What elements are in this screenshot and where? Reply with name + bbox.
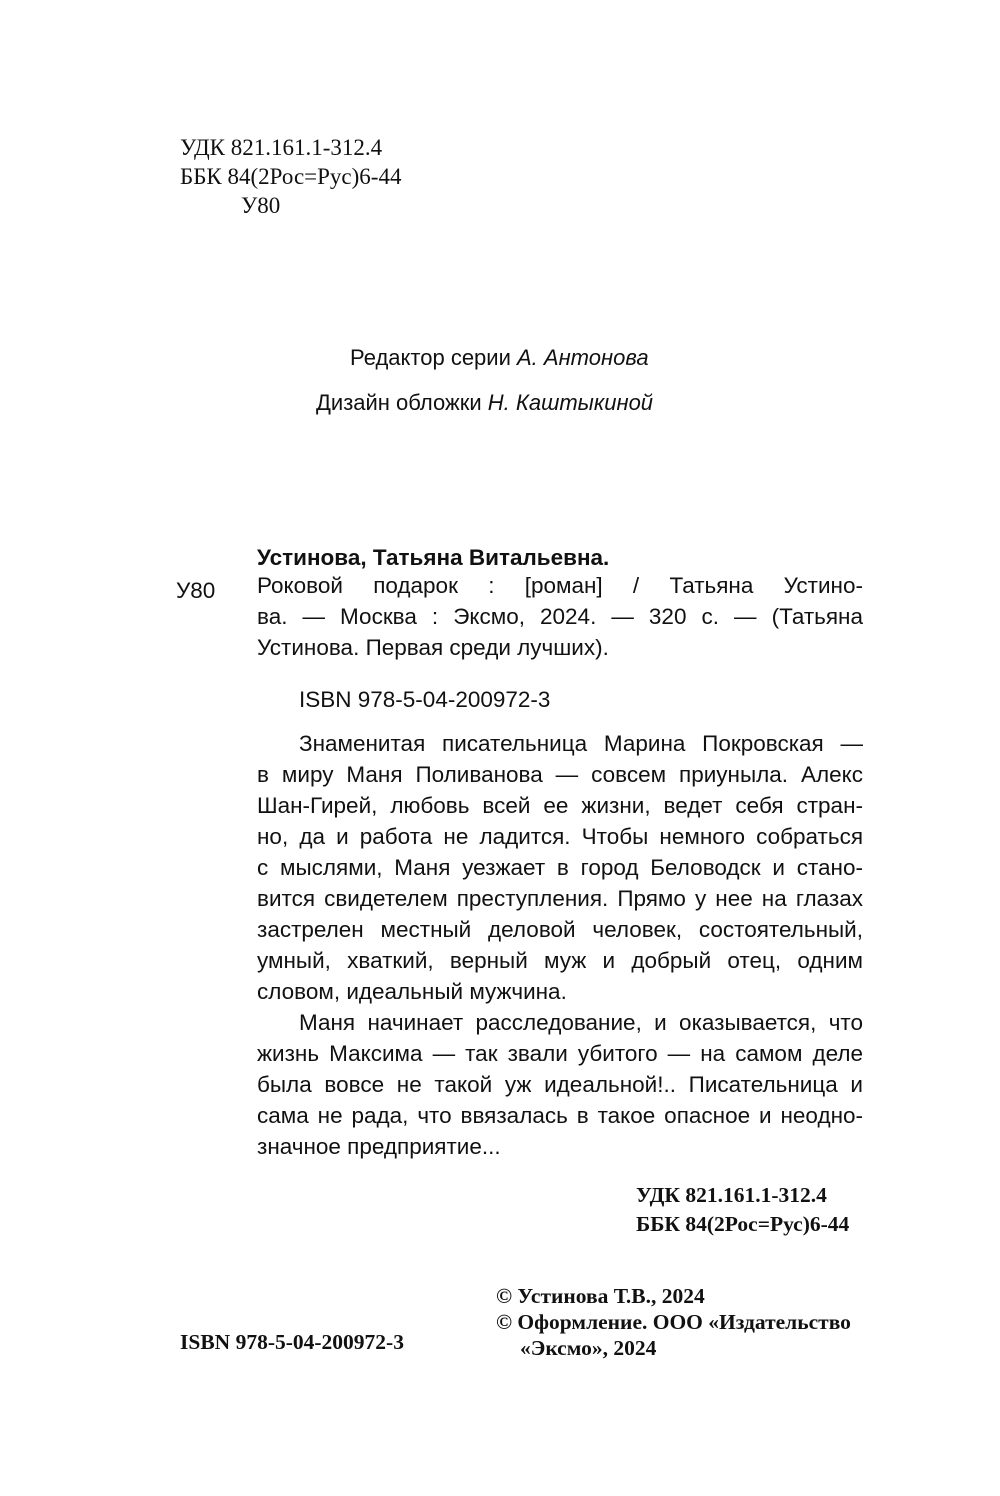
- footer-udk-code: УДК 821.161.1-312.4: [636, 1183, 827, 1207]
- annotation-line: сама не рада, что ввязалась в такое опасное и неодно-: [257, 1103, 863, 1128]
- record-description-line-1: Роковой подарок : [роман] / Татьяна Устино-: [257, 573, 863, 598]
- annotation-line: словом, идеальный мужчина.: [257, 979, 567, 1004]
- annotation-line: была вовсе не такой уж идеальной!.. Писательница и: [257, 1072, 863, 1097]
- annotation-line: Маня начинает расследование, и оказывается, что: [299, 1010, 863, 1035]
- record-description-line-3: Устинова. Первая среди лучших).: [257, 635, 609, 660]
- annotation-line: но, да и работа не ладится. Чтобы немного собраться: [257, 824, 863, 849]
- annotation-line: Знаменитая писательница Марина Покровская —: [299, 731, 863, 756]
- copyright-publisher: «Эксмо», 2024: [520, 1336, 657, 1360]
- annotation-line: вится свидетелем преступления. Прямо у нее на глазах: [257, 886, 863, 911]
- footer-isbn: ISBN 978-5-04-200972-3: [180, 1330, 404, 1354]
- annotation-line: значное предприятие...: [257, 1134, 501, 1159]
- bbk-code: ББК 84(2Рос=Рус)6-44: [180, 164, 402, 189]
- annotation-line: Шан-Гирей, любовь всей ее жизни, ведет себя стран-: [257, 793, 863, 818]
- annotation-line: застрелен местный деловой человек, состоятельный,: [257, 917, 863, 942]
- copyright-design: © Оформление. ООО «Издательство: [496, 1310, 851, 1334]
- cover-design-credit: [316, 390, 653, 416]
- series-editor-role: Редактор серии: [350, 345, 511, 370]
- record-author-mark: У80: [176, 578, 216, 603]
- udk-code: УДК 821.161.1-312.4: [180, 135, 383, 160]
- series-editor-name: А. Антонова: [517, 345, 649, 370]
- record-isbn: ISBN 978-5-04-200972-3: [299, 687, 551, 712]
- author-heading: Устинова, Татьяна Витальевна.: [257, 545, 610, 570]
- annotation-line: в миру Маня Поливанова — совсем приуныла. Алекс: [257, 762, 863, 787]
- cover-design-role: Дизайн обложки: [316, 390, 482, 415]
- annotation-line: жизнь Максима — так звали убитого — на самом деле: [257, 1041, 863, 1066]
- copyright-author: © Устинова Т.В., 2024: [496, 1284, 705, 1308]
- cover-design-name: Н. Каштыкиной: [487, 390, 654, 415]
- annotation-line: умный, хваткий, верный муж и добрый отец, одним: [257, 948, 863, 973]
- series-editor-credit: [350, 345, 649, 371]
- record-description-line-2: ва. — Москва : Эксмо, 2024. — 320 с. — (Татьяна: [257, 604, 863, 629]
- annotation-line: с мыслями, Маня уезжает в город Беловодск и стано-: [257, 855, 863, 880]
- footer-bbk-code: ББК 84(2Рос=Рус)6-44: [636, 1212, 850, 1236]
- author-mark: У80: [241, 193, 281, 218]
